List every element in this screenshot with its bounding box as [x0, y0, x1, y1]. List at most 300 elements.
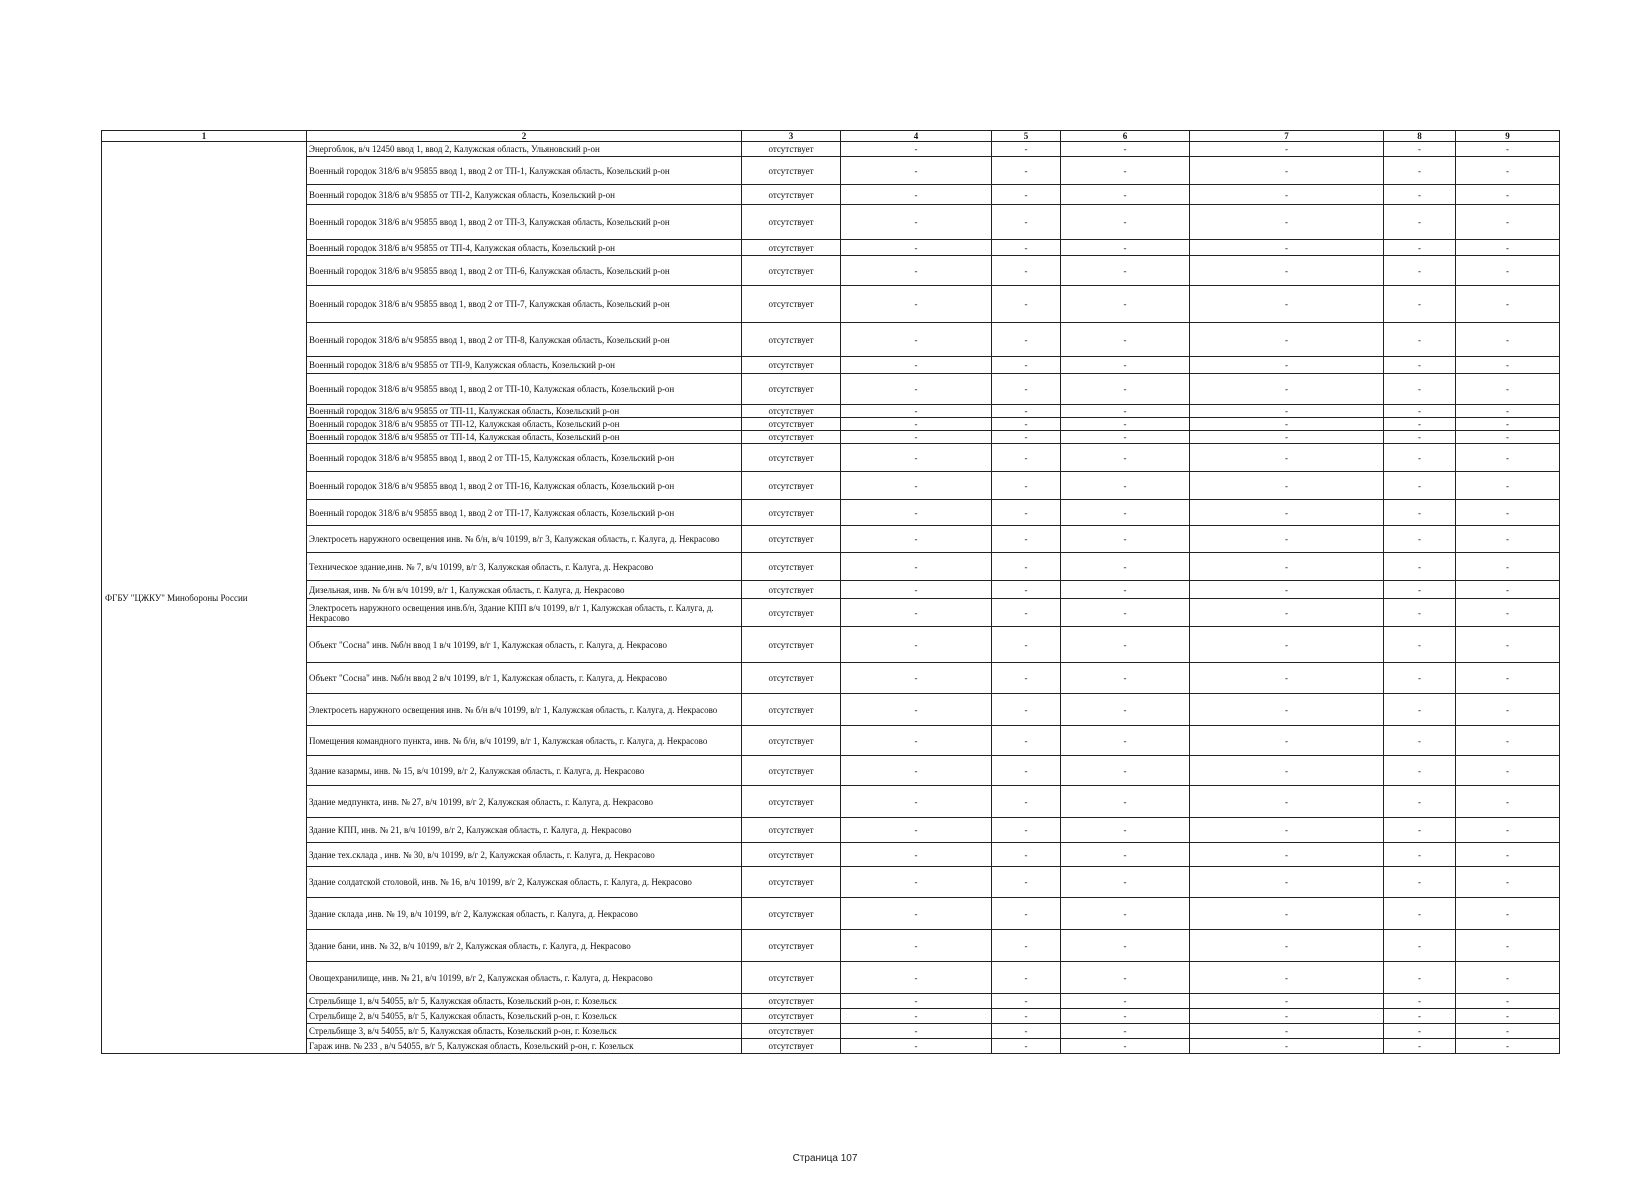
empty-value-cell: - — [992, 500, 1061, 526]
empty-value-cell: - — [1190, 930, 1384, 962]
empty-value-cell: - — [1384, 256, 1456, 286]
status-cell: отсутствует — [742, 627, 841, 663]
status-cell: отсутствует — [742, 726, 841, 756]
table-row — [102, 843, 1560, 867]
empty-value-cell: - — [1384, 142, 1456, 157]
object-description: Военный городок 318/6 в/ч 95855 от ТП-14, Калужская область, Козельский р-он — [307, 431, 742, 444]
empty-value-cell: - — [1190, 1024, 1384, 1039]
object-description: Военный городок 318/6 в/ч 95855 от ТП-2, Калужская область, Козельский р-он — [307, 185, 742, 205]
object-description: Помещения командного пункта, инв. № б/н, в/ч 10199, в/г 1, Калужская область, г. Калуга, д. Некрасово — [307, 726, 742, 756]
empty-value-cell: - — [1190, 472, 1384, 500]
table-row — [102, 500, 1560, 526]
empty-value-cell: - — [841, 240, 992, 256]
empty-value-cell: - — [1384, 930, 1456, 962]
empty-value-cell: - — [992, 286, 1061, 323]
page-footer: Страница 107 — [792, 1153, 858, 1164]
empty-value-cell: - — [1061, 256, 1190, 286]
status-cell: отсутствует — [742, 843, 841, 867]
status-cell: отсутствует — [742, 500, 841, 526]
empty-value-cell: - — [841, 818, 992, 843]
empty-value-cell: - — [1384, 205, 1456, 240]
empty-value-cell: - — [1061, 553, 1190, 581]
status-cell: отсутствует — [742, 599, 841, 627]
empty-value-cell: - — [1190, 898, 1384, 930]
empty-value-cell: - — [1384, 444, 1456, 472]
table-row — [102, 1024, 1560, 1039]
empty-value-cell: - — [1384, 500, 1456, 526]
table-row — [102, 930, 1560, 962]
table-row — [102, 726, 1560, 756]
empty-value-cell: - — [1456, 256, 1560, 286]
empty-value-cell: - — [1384, 663, 1456, 694]
column-number: 9 — [1456, 131, 1560, 142]
empty-value-cell: - — [1061, 694, 1190, 726]
empty-value-cell: - — [992, 843, 1061, 867]
empty-value-cell: - — [1190, 286, 1384, 323]
empty-value-cell: - — [1456, 1024, 1560, 1039]
table-row — [102, 1039, 1560, 1054]
empty-value-cell: - — [992, 472, 1061, 500]
empty-value-cell: - — [841, 405, 992, 418]
status-cell: отсутствует — [742, 867, 841, 898]
object-description: Военный городок 318/6 в/ч 95855 от ТП-9, Калужская область, Козельский р-он — [307, 357, 742, 374]
empty-value-cell: - — [1456, 286, 1560, 323]
empty-value-cell: - — [1384, 553, 1456, 581]
empty-value-cell: - — [841, 526, 992, 553]
table-row — [102, 526, 1560, 553]
empty-value-cell: - — [1061, 240, 1190, 256]
empty-value-cell: - — [1061, 431, 1190, 444]
empty-value-cell: - — [1384, 526, 1456, 553]
empty-value-cell: - — [1456, 205, 1560, 240]
empty-value-cell: - — [841, 786, 992, 818]
status-cell: отсутствует — [742, 1024, 841, 1039]
column-number: 1 — [102, 131, 307, 142]
empty-value-cell: - — [1190, 256, 1384, 286]
object-description: Стрельбище 1, в/ч 54055, в/г 5, Калужская область, Козельский р-он, г. Козельск — [307, 994, 742, 1009]
table-row — [102, 205, 1560, 240]
empty-value-cell: - — [841, 898, 992, 930]
table-row — [102, 553, 1560, 581]
empty-value-cell: - — [841, 431, 992, 444]
empty-value-cell: - — [992, 898, 1061, 930]
empty-value-cell: - — [841, 374, 992, 405]
empty-value-cell: - — [1190, 786, 1384, 818]
empty-value-cell: - — [1384, 898, 1456, 930]
empty-value-cell: - — [841, 472, 992, 500]
empty-value-cell: - — [1384, 357, 1456, 374]
object-description: Военный городок 318/6 в/ч 95855 ввод 1, ввод 2 от ТП-7, Калужская область, Козельский р-он — [307, 286, 742, 323]
empty-value-cell: - — [992, 818, 1061, 843]
empty-value-cell: - — [841, 157, 992, 185]
empty-value-cell: - — [1190, 374, 1384, 405]
empty-value-cell: - — [841, 1009, 992, 1024]
column-number: 4 — [841, 131, 992, 142]
empty-value-cell: - — [1061, 418, 1190, 431]
table-row — [102, 867, 1560, 898]
table-row — [102, 756, 1560, 786]
status-cell: отсутствует — [742, 323, 841, 357]
object-description: Военный городок 318/6 в/ч 95855 ввод 1, ввод 2 от ТП-16, Калужская область, Козельский р-он — [307, 472, 742, 500]
table-row — [102, 599, 1560, 627]
object-description: Техническое здание,инв. № 7, в/ч 10199, в/г 3, Калужская область, г. Калуга, д. Некрасово — [307, 553, 742, 581]
table-row — [102, 818, 1560, 843]
table-row — [102, 1009, 1560, 1024]
empty-value-cell: - — [992, 930, 1061, 962]
empty-value-cell: - — [992, 323, 1061, 357]
empty-value-cell: - — [992, 867, 1061, 898]
table-row — [102, 663, 1560, 694]
status-cell: отсутствует — [742, 256, 841, 286]
empty-value-cell: - — [1061, 726, 1190, 756]
empty-value-cell: - — [1061, 500, 1190, 526]
empty-value-cell: - — [841, 500, 992, 526]
table-row — [102, 157, 1560, 185]
object-description: Энергоблок, в/ч 12450 ввод 1, ввод 2, Калужская область, Ульяновский р-он — [307, 142, 742, 157]
empty-value-cell: - — [1456, 472, 1560, 500]
empty-value-cell: - — [841, 843, 992, 867]
empty-value-cell: - — [1061, 663, 1190, 694]
table-row — [102, 240, 1560, 256]
empty-value-cell: - — [1190, 142, 1384, 157]
status-cell: отсутствует — [742, 405, 841, 418]
table-row — [102, 431, 1560, 444]
status-cell: отсутствует — [742, 663, 841, 694]
object-description: Электросеть наружного освещения инв.б/н, Здание КПП в/ч 10199, в/г 1, Калужская область, г. Калуга, д. Некрасово — [307, 599, 742, 627]
object-description: Овощехранилище, инв. № 21, в/ч 10199, в/г 2, Калужская область, г. Калуга, д. Некрасово — [307, 962, 742, 994]
empty-value-cell: - — [1061, 818, 1190, 843]
empty-value-cell: - — [1061, 405, 1190, 418]
empty-value-cell: - — [841, 205, 992, 240]
empty-value-cell: - — [1384, 418, 1456, 431]
empty-value-cell: - — [1456, 405, 1560, 418]
object-description: Стрельбище 3, в/ч 54055, в/г 5, Калужская область, Козельский р-он, г. Козельск — [307, 1024, 742, 1039]
empty-value-cell: - — [1384, 994, 1456, 1009]
empty-value-cell: - — [1061, 444, 1190, 472]
object-description: Здание тех.склада , инв. № 30, в/ч 10199, в/г 2, Калужская область, г. Калуга, д. Некрасово — [307, 843, 742, 867]
empty-value-cell: - — [1061, 898, 1190, 930]
empty-value-cell: - — [1456, 694, 1560, 726]
table-row — [102, 405, 1560, 418]
empty-value-cell: - — [992, 431, 1061, 444]
object-description: Объект "Сосна" инв. №б/н ввод 1 в/ч 10199, в/г 1, Калужская область, г. Калуга, д. Некрасово — [307, 627, 742, 663]
empty-value-cell: - — [1384, 185, 1456, 205]
empty-value-cell: - — [841, 1039, 992, 1054]
empty-value-cell: - — [1456, 898, 1560, 930]
empty-value-cell: - — [1061, 357, 1190, 374]
empty-value-cell: - — [1061, 286, 1190, 323]
empty-value-cell: - — [841, 256, 992, 286]
empty-value-cell: - — [992, 663, 1061, 694]
empty-value-cell: - — [1190, 663, 1384, 694]
empty-value-cell: - — [1384, 323, 1456, 357]
empty-value-cell: - — [841, 627, 992, 663]
empty-value-cell: - — [1190, 756, 1384, 786]
empty-value-cell: - — [992, 962, 1061, 994]
empty-value-cell: - — [1190, 843, 1384, 867]
empty-value-cell: - — [1061, 627, 1190, 663]
empty-value-cell: - — [1061, 157, 1190, 185]
status-cell: отсутствует — [742, 553, 841, 581]
status-cell: отсутствует — [742, 581, 841, 599]
empty-value-cell: - — [1061, 472, 1190, 500]
data-table — [101, 130, 1560, 1054]
object-description: Военный городок 318/6 в/ч 95855 от ТП-12, Калужская область, Козельский р-он — [307, 418, 742, 431]
empty-value-cell: - — [1456, 431, 1560, 444]
status-cell: отсутствует — [742, 357, 841, 374]
empty-value-cell: - — [1456, 581, 1560, 599]
table-row — [102, 694, 1560, 726]
empty-value-cell: - — [1061, 1009, 1190, 1024]
empty-value-cell: - — [1384, 818, 1456, 843]
empty-value-cell: - — [1456, 1039, 1560, 1054]
empty-value-cell: - — [841, 726, 992, 756]
object-description: Военный городок 318/6 в/ч 95855 от ТП-11, Калужская область, Козельский р-он — [307, 405, 742, 418]
status-cell: отсутствует — [742, 962, 841, 994]
empty-value-cell: - — [1061, 142, 1190, 157]
table-row — [102, 472, 1560, 500]
empty-value-cell: - — [1456, 240, 1560, 256]
column-number-row — [102, 131, 1560, 142]
empty-value-cell: - — [1061, 962, 1190, 994]
object-description: Военный городок 318/6 в/ч 95855 ввод 1, ввод 2 от ТП-15, Калужская область, Козельский р-он — [307, 444, 742, 472]
status-cell: отсутствует — [742, 157, 841, 185]
empty-value-cell: - — [1384, 240, 1456, 256]
empty-value-cell: - — [1190, 500, 1384, 526]
empty-value-cell: - — [992, 1039, 1061, 1054]
table-row — [102, 418, 1560, 431]
empty-value-cell: - — [1190, 726, 1384, 756]
column-number: 8 — [1384, 131, 1456, 142]
empty-value-cell: - — [1456, 756, 1560, 786]
table-row — [102, 374, 1560, 405]
empty-value-cell: - — [1190, 1039, 1384, 1054]
empty-value-cell: - — [1384, 694, 1456, 726]
empty-value-cell: - — [1456, 185, 1560, 205]
status-cell: отсутствует — [742, 756, 841, 786]
table-row — [102, 357, 1560, 374]
empty-value-cell: - — [992, 205, 1061, 240]
status-cell: отсутствует — [742, 185, 841, 205]
empty-value-cell: - — [1061, 323, 1190, 357]
empty-value-cell: - — [1061, 1039, 1190, 1054]
empty-value-cell: - — [1061, 867, 1190, 898]
empty-value-cell: - — [1456, 142, 1560, 157]
column-number: 5 — [992, 131, 1061, 142]
empty-value-cell: - — [1384, 431, 1456, 444]
empty-value-cell: - — [1384, 627, 1456, 663]
empty-value-cell: - — [1456, 526, 1560, 553]
empty-value-cell: - — [992, 256, 1061, 286]
organization-cell: ФГБУ "ЦЖКУ" Минобороны России — [102, 142, 307, 1054]
table-row — [102, 994, 1560, 1009]
empty-value-cell: - — [1190, 962, 1384, 994]
empty-value-cell: - — [1456, 726, 1560, 756]
empty-value-cell: - — [841, 142, 992, 157]
empty-value-cell: - — [992, 185, 1061, 205]
status-cell: отсутствует — [742, 418, 841, 431]
empty-value-cell: - — [992, 627, 1061, 663]
empty-value-cell: - — [1384, 756, 1456, 786]
empty-value-cell: - — [841, 444, 992, 472]
empty-value-cell: - — [1456, 930, 1560, 962]
empty-value-cell: - — [1061, 1024, 1190, 1039]
empty-value-cell: - — [841, 323, 992, 357]
empty-value-cell: - — [1456, 663, 1560, 694]
empty-value-cell: - — [841, 581, 992, 599]
status-cell: отсутствует — [742, 898, 841, 930]
empty-value-cell: - — [841, 663, 992, 694]
empty-value-cell: - — [1061, 205, 1190, 240]
empty-value-cell: - — [1190, 444, 1384, 472]
column-number: 6 — [1061, 131, 1190, 142]
empty-value-cell: - — [992, 726, 1061, 756]
object-description: Стрельбище 2, в/ч 54055, в/г 5, Калужская область, Козельский р-он, г. Козельск — [307, 1009, 742, 1024]
empty-value-cell: - — [841, 994, 992, 1009]
empty-value-cell: - — [1061, 599, 1190, 627]
empty-value-cell: - — [1384, 599, 1456, 627]
empty-value-cell: - — [1061, 786, 1190, 818]
object-description: Здание казармы, инв. № 15, в/ч 10199, в/г 2, Калужская область, г. Калуга, д. Некрасово — [307, 756, 742, 786]
empty-value-cell: - — [992, 1009, 1061, 1024]
empty-value-cell: - — [1384, 867, 1456, 898]
status-cell: отсутствует — [742, 444, 841, 472]
table-row — [102, 786, 1560, 818]
empty-value-cell: - — [1061, 526, 1190, 553]
empty-value-cell: - — [992, 994, 1061, 1009]
empty-value-cell: - — [1190, 205, 1384, 240]
object-description: Электросеть наружного освещения инв. № б/н, в/ч 10199, в/г 3, Калужская область, г. Калуга, д. Некрасово — [307, 526, 742, 553]
column-number: 3 — [742, 131, 841, 142]
table-row — [102, 142, 1560, 157]
object-description: Военный городок 318/6 в/ч 95855 от ТП-4, Калужская область, Козельский р-он — [307, 240, 742, 256]
object-description: Здание солдатской столовой, инв. № 16, в/ч 10199, в/г 2, Калужская область, г. Калуга, д. Некрасово — [307, 867, 742, 898]
empty-value-cell: - — [1456, 786, 1560, 818]
empty-value-cell: - — [1384, 786, 1456, 818]
empty-value-cell: - — [1384, 962, 1456, 994]
empty-value-cell: - — [1456, 818, 1560, 843]
empty-value-cell: - — [1190, 553, 1384, 581]
empty-value-cell: - — [1456, 418, 1560, 431]
column-number: 7 — [1190, 131, 1384, 142]
object-description: Здание КПП, инв. № 21, в/ч 10199, в/г 2, Калужская область, г. Калуга, д. Некрасово — [307, 818, 742, 843]
empty-value-cell: - — [1456, 994, 1560, 1009]
empty-value-cell: - — [1456, 1009, 1560, 1024]
empty-value-cell: - — [992, 1024, 1061, 1039]
empty-value-cell: - — [1190, 157, 1384, 185]
empty-value-cell: - — [1190, 599, 1384, 627]
empty-value-cell: - — [1190, 694, 1384, 726]
empty-value-cell: - — [1190, 431, 1384, 444]
empty-value-cell: - — [1456, 444, 1560, 472]
table-row — [102, 185, 1560, 205]
empty-value-cell: - — [1190, 357, 1384, 374]
empty-value-cell: - — [1061, 756, 1190, 786]
table-row — [102, 898, 1560, 930]
empty-value-cell: - — [992, 374, 1061, 405]
empty-value-cell: - — [841, 553, 992, 581]
table-row — [102, 323, 1560, 357]
table-row — [102, 286, 1560, 323]
status-cell: отсутствует — [742, 786, 841, 818]
empty-value-cell: - — [992, 756, 1061, 786]
table-row — [102, 581, 1560, 599]
status-cell: отсутствует — [742, 818, 841, 843]
empty-value-cell: - — [1190, 581, 1384, 599]
empty-value-cell: - — [992, 142, 1061, 157]
empty-value-cell: - — [1456, 374, 1560, 405]
empty-value-cell: - — [841, 962, 992, 994]
object-description: Военный городок 318/6 в/ч 95855 ввод 1, ввод 2 от ТП-17, Калужская область, Козельский р-он — [307, 500, 742, 526]
empty-value-cell: - — [841, 867, 992, 898]
status-cell: отсутствует — [742, 930, 841, 962]
empty-value-cell: - — [1384, 157, 1456, 185]
status-cell: отсутствует — [742, 205, 841, 240]
empty-value-cell: - — [1384, 405, 1456, 418]
empty-value-cell: - — [1061, 930, 1190, 962]
empty-value-cell: - — [1190, 323, 1384, 357]
empty-value-cell: - — [1384, 843, 1456, 867]
table-row — [102, 256, 1560, 286]
empty-value-cell: - — [992, 599, 1061, 627]
status-cell: отсутствует — [742, 1009, 841, 1024]
empty-value-cell: - — [841, 599, 992, 627]
empty-value-cell: - — [1190, 405, 1384, 418]
empty-value-cell: - — [992, 694, 1061, 726]
empty-value-cell: - — [1190, 818, 1384, 843]
object-description: Гараж инв. № 233 , в/ч 54055, в/г 5, Калужская область, Козельский р-он, г. Козельск — [307, 1039, 742, 1054]
empty-value-cell: - — [1384, 374, 1456, 405]
status-cell: отсутствует — [742, 431, 841, 444]
object-description: Военный городок 318/6 в/ч 95855 ввод 1, ввод 2 от ТП-3, Калужская область, Козельский р-он — [307, 205, 742, 240]
empty-value-cell: - — [1384, 1009, 1456, 1024]
empty-value-cell: - — [1456, 553, 1560, 581]
object-description: Военный городок 318/6 в/ч 95855 ввод 1, ввод 2 от ТП-10, Калужская область, Козельский р-он — [307, 374, 742, 405]
empty-value-cell: - — [1190, 185, 1384, 205]
empty-value-cell: - — [1456, 599, 1560, 627]
empty-value-cell: - — [1384, 472, 1456, 500]
empty-value-cell: - — [992, 581, 1061, 599]
empty-value-cell: - — [1456, 323, 1560, 357]
object-description: Военный городок 318/6 в/ч 95855 ввод 1, ввод 2 от ТП-1, Калужская область, Козельский р-он — [307, 157, 742, 185]
object-description: Здание медпункта, инв. № 27, в/ч 10199, в/г 2, Калужская область, г. Калуга, д. Некрасово — [307, 786, 742, 818]
status-cell: отсутствует — [742, 374, 841, 405]
empty-value-cell: - — [841, 694, 992, 726]
empty-value-cell: - — [1456, 357, 1560, 374]
empty-value-cell: - — [1061, 581, 1190, 599]
empty-value-cell: - — [841, 418, 992, 431]
status-cell: отсутствует — [742, 1039, 841, 1054]
empty-value-cell: - — [1061, 994, 1190, 1009]
empty-value-cell: - — [841, 357, 992, 374]
table-row — [102, 962, 1560, 994]
object-description: Военный городок 318/6 в/ч 95855 ввод 1, ввод 2 от ТП-8, Калужская область, Козельский р-он — [307, 323, 742, 357]
status-cell: отсутствует — [742, 286, 841, 323]
empty-value-cell: - — [841, 1024, 992, 1039]
empty-value-cell: - — [1456, 867, 1560, 898]
empty-value-cell: - — [992, 786, 1061, 818]
empty-value-cell: - — [1061, 374, 1190, 405]
empty-value-cell: - — [1190, 867, 1384, 898]
empty-value-cell: - — [1384, 726, 1456, 756]
empty-value-cell: - — [1456, 627, 1560, 663]
empty-value-cell: - — [1190, 627, 1384, 663]
empty-value-cell: - — [992, 240, 1061, 256]
empty-value-cell: - — [1190, 240, 1384, 256]
empty-value-cell: - — [1061, 843, 1190, 867]
empty-value-cell: - — [841, 286, 992, 323]
status-cell: отсутствует — [742, 240, 841, 256]
